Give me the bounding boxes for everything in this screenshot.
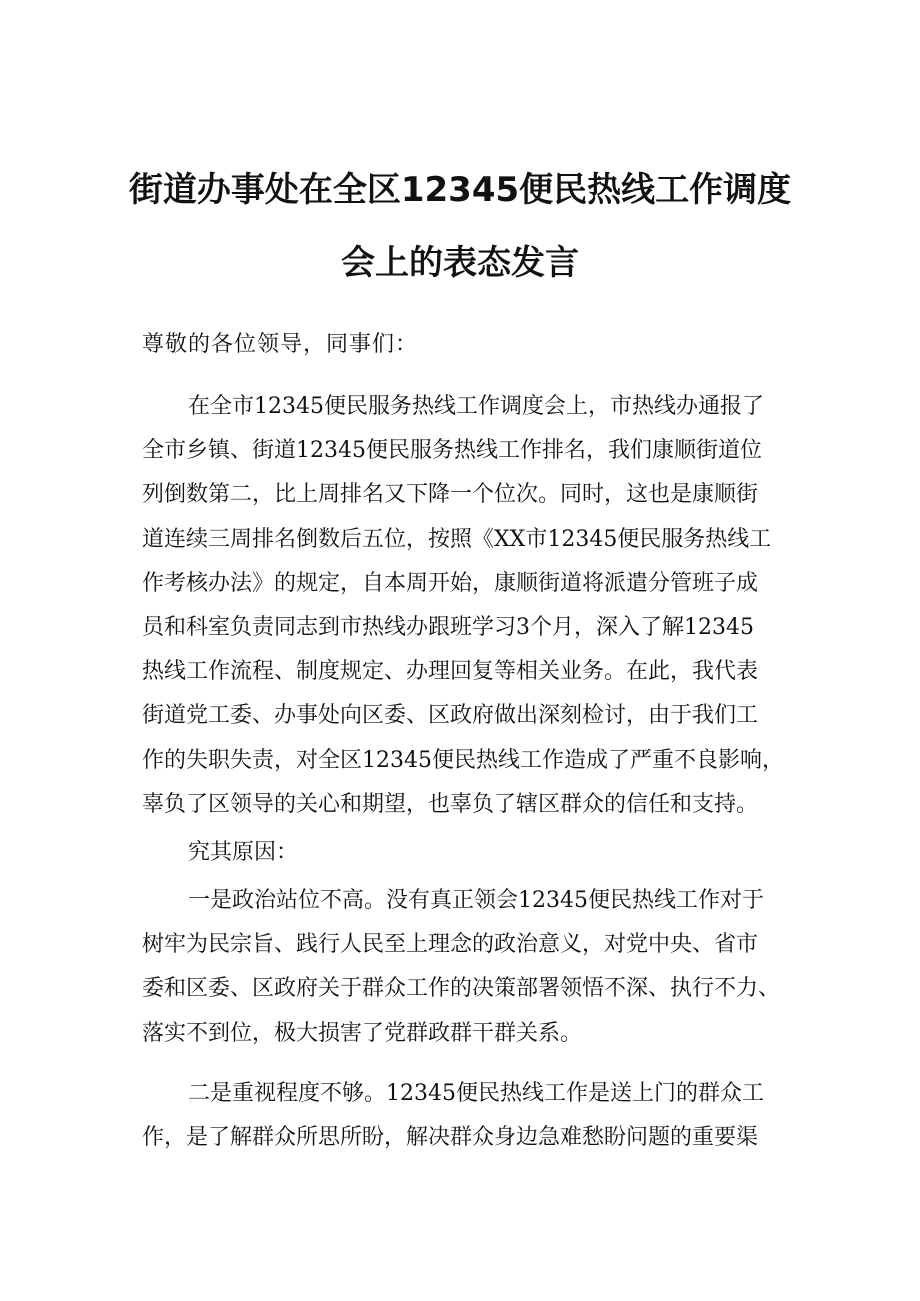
paragraph-line: 在全市12345便民服务热线工作调度会上，市热线办通报了 [188,394,764,419]
paragraph-line: 二是重视程度不够。12345便民热线工作是送上门的群众工 [188,1081,764,1106]
paragraph-report [142,392,792,834]
paragraph-line: 街道党工委、办事处向区委、区政府做出深刻检讨，由于我们工 [142,703,759,729]
paragraph-line: 究其原因： [188,840,299,865]
paragraph-reason-two [142,1079,792,1167]
paragraph-line: 热线工作流程、制度规定、办理回复等相关业务。在此，我代表 [142,659,759,685]
paragraph-line: 辜负了区领导的关心和期望，也辜负了辖区群众的信任和支持。 [142,791,759,817]
document-title-line-2: 会上的表态发言 [341,243,579,283]
paragraph-line: 落实不到位，极大损害了党群政群干群关系。 [142,1020,583,1046]
paragraph-reasons-heading [142,838,792,882]
paragraph-line: 作的失职失责，对全区12345便民热线工作造成了严重不良影响， [142,747,784,773]
paragraph-line: 树牢为民宗旨、践行人民至上理念的政治意义，对党中央、省市 [142,932,759,958]
paragraph-line: 一是政治站位不高。没有真正领会12345便民热线工作对于 [188,888,764,913]
paragraph-reason-one [142,886,792,1063]
paragraph-line: 列倒数第二，比上周排名又下降一个位次。同时，这也是康顺街 [142,482,759,508]
salutation: 尊敬的各位领导，同事们： [142,332,419,357]
paragraph-line: 作考核办法》的规定，自本周开始，康顺街道将派遣分管班子成 [142,570,759,596]
paragraph-line: 作，是了解群众所思所盼，解决群众身边急难愁盼问题的重要渠 [142,1125,759,1151]
paragraph-line: 委和区委、区政府关于群众工作的决策部署领悟不深、执行不力、 [142,976,781,1002]
paragraph-line: 员和科室负责同志到市热线办跟班学习3个月，深入了解12345 [142,614,754,640]
document-title-line-1: 街道办事处在全区12345便民热线工作调度 [128,170,792,210]
paragraph-line: 全市乡镇、街道12345便民服务热线工作排名，我们康顺街道位 [142,438,762,464]
paragraph-line: 道连续三周排名倒数后五位，按照《XX市12345便民服务热线工 [142,526,772,552]
